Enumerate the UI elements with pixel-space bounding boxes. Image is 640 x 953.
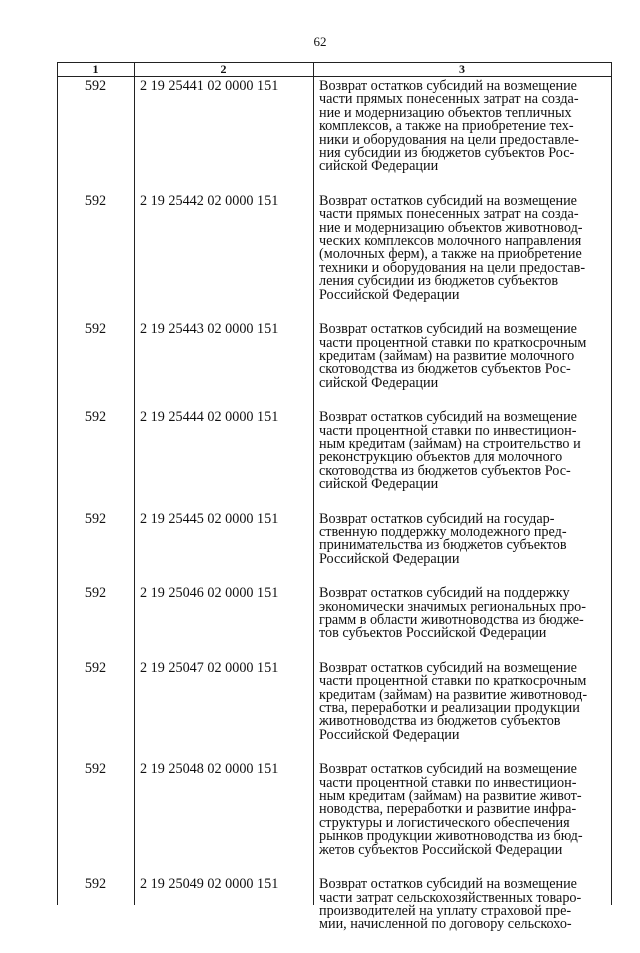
- revenue-name-cell: [319, 80, 607, 195]
- revenue-name-line: части процентной ставки по краткосрочным: [319, 334, 587, 351]
- revenue-name-line: производителей на уплату страховой пре-: [319, 902, 572, 919]
- revenue-name-line: тов субъектов Российской Федерации: [319, 625, 547, 642]
- revenue-name-cell: [319, 763, 607, 878]
- admin-code-cell: 592: [84, 192, 107, 209]
- table-row: [57, 510, 612, 588]
- revenue-name-line: принимательства из бюджетов субъектов: [319, 537, 567, 554]
- revenue-name-line: части процентной ставки по краткосрочным: [319, 673, 587, 690]
- table-row: [57, 659, 612, 763]
- revenue-name-line: ческих комплексов молочного направления: [319, 233, 582, 250]
- revenue-name-line: Возврат остатков субсидий на возмещение: [319, 192, 577, 209]
- revenue-name-cell: [319, 587, 607, 662]
- revenue-name-line: экономически значимых региональных про-: [319, 598, 586, 615]
- admin-code-cell: 592: [84, 761, 107, 778]
- revenue-name-line: структуры и логистического обеспечения: [319, 814, 570, 831]
- revenue-name-line: ления субсидии из бюджетов субъектов: [319, 273, 559, 290]
- revenue-name-line: техники и оборудования на цели предостав-: [319, 259, 586, 276]
- budget-classification-code-cell: 2 19 25048 02 0000 151: [140, 761, 279, 778]
- admin-code-cell: 592: [84, 409, 107, 426]
- column-header-1: 1: [92, 62, 99, 76]
- revenue-name-line: Российской Федерации: [319, 286, 460, 303]
- revenue-name-line: животноводства из бюджетов субъектов: [319, 713, 561, 730]
- revenue-name-line: кредитам (займам) на развитие животновод-: [319, 686, 588, 703]
- column-header-2: 2: [220, 62, 227, 76]
- revenue-name-line: части процентной ставки по инвестицион-: [319, 422, 577, 439]
- revenue-name-line: части прямых понесенных затрат на созда-: [319, 91, 579, 108]
- revenue-name-line: части процентной ставки по инвестицион-: [319, 774, 577, 791]
- budget-classification-code-cell: 2 19 25443 02 0000 151: [140, 321, 279, 338]
- revenue-name-line: жетов субъектов Российской Федерации: [319, 841, 563, 858]
- admin-code-cell: 592: [84, 510, 107, 527]
- revenue-name-line: ственную поддержку молодежного пред-: [319, 523, 567, 540]
- table-row: [57, 763, 612, 878]
- revenue-name-line: Возврат остатков субсидий на возмещение: [319, 659, 577, 676]
- revenue-name-line: кредитам (займам) на развитие молочного: [319, 347, 575, 364]
- revenue-name-line: грамм в области животноводства из бюдже-: [319, 612, 584, 628]
- page-number: 62: [313, 34, 327, 49]
- revenue-name-line: (молочных ферм), а также на приобретение: [319, 246, 582, 263]
- revenue-name-line: ства, переработки и реализации продукции: [319, 700, 580, 717]
- revenue-name-cell: [319, 411, 607, 512]
- admin-code-cell: 592: [84, 78, 107, 94]
- revenue-name-line: части затрат сельскохозяйственных товаро-: [319, 889, 582, 906]
- table-row: [57, 80, 612, 195]
- revenue-name-cell: [319, 510, 607, 588]
- revenue-name-cell: [319, 192, 607, 323]
- budget-classification-code-cell: 2 19 25049 02 0000 151: [140, 876, 279, 893]
- revenue-name-line: Возврат остатков субсидий на возмещение: [319, 78, 577, 94]
- revenue-name-line: Возврат остатков субсидий на поддержку: [319, 585, 570, 602]
- table-row: [57, 878, 612, 953]
- budget-classification-code-cell: 2 19 25442 02 0000 151: [140, 192, 279, 209]
- budget-classification-code-cell: 2 19 25445 02 0000 151: [140, 510, 279, 527]
- revenue-name-line: Возврат остатков субсидий на возмещение: [319, 409, 577, 426]
- revenue-name-line: ния субсидии из бюджетов субъектов Рос-: [319, 145, 575, 162]
- table-body: [57, 80, 612, 953]
- revenue-name-line: Возврат остатков субсидий на возмещение: [319, 321, 577, 338]
- revenue-name-line: скотоводства из бюджетов субъектов Рос-: [319, 361, 571, 378]
- revenue-name-line: части прямых понесенных затрат на созда-: [319, 206, 579, 223]
- table-row: [57, 323, 612, 411]
- table-row: [57, 192, 612, 323]
- revenue-name-line: сийской Федерации: [319, 476, 439, 493]
- revenue-name-line: ники и оборудования на цели предоставле-: [319, 131, 579, 148]
- admin-code-cell: 592: [84, 585, 107, 602]
- revenue-name-line: ным кредитам (займам) на развитие живот-: [319, 788, 582, 805]
- revenue-name-line: сийской Федерации: [319, 374, 439, 391]
- revenue-name-cell: [319, 323, 607, 411]
- budget-classification-code-cell: 2 19 25441 02 0000 151: [140, 78, 279, 94]
- revenue-name-line: Возврат остатков субсидий на возмещение: [319, 876, 577, 893]
- table-row: [57, 587, 612, 662]
- budget-classification-code-cell: 2 19 25046 02 0000 151: [140, 585, 279, 602]
- table-header: [57, 62, 612, 77]
- budget-classification-code-cell: 2 19 25444 02 0000 151: [140, 409, 279, 426]
- revenue-name-line: мии, начисленной по договору сельскохо-: [319, 916, 572, 933]
- revenue-name-cell: [319, 659, 607, 763]
- revenue-name-line: скотоводства из бюджетов субъектов Рос-: [319, 462, 571, 479]
- admin-code-cell: 592: [84, 876, 107, 893]
- revenue-name-line: Возврат остатков субсидий на возмещение: [319, 761, 577, 778]
- revenue-name-line: рынков продукции животноводства из бюд-: [319, 828, 583, 845]
- admin-code-cell: 592: [84, 321, 107, 338]
- revenue-name-line: Российской Федерации: [319, 726, 460, 743]
- revenue-name-line: Российской Федерации: [319, 550, 460, 567]
- revenue-name-line: реконструкцию объектов для молочного: [319, 449, 563, 466]
- admin-code-cell: 592: [84, 659, 107, 676]
- table-row: [57, 411, 612, 512]
- revenue-name-line: ным кредитам (займам) на строительство и: [319, 435, 581, 452]
- column-header-3: 3: [459, 62, 465, 76]
- revenue-name-line: ние и модернизацию объектов тепличных: [319, 104, 572, 121]
- budget-classification-code-cell: 2 19 25047 02 0000 151: [140, 659, 279, 676]
- revenue-name-line: Возврат остатков субсидий на государ-: [319, 510, 555, 527]
- revenue-name-line: комплексов, а также на приобретение тех-: [319, 118, 574, 135]
- revenue-name-cell: [319, 878, 607, 953]
- budget-codes-table: [57, 62, 612, 933]
- revenue-name-line: ние и модернизацию объектов животновод-: [319, 219, 583, 236]
- revenue-name-line: сийской Федерации: [319, 158, 439, 175]
- revenue-name-line: новодства, переработки и развитие инфра-: [319, 801, 577, 818]
